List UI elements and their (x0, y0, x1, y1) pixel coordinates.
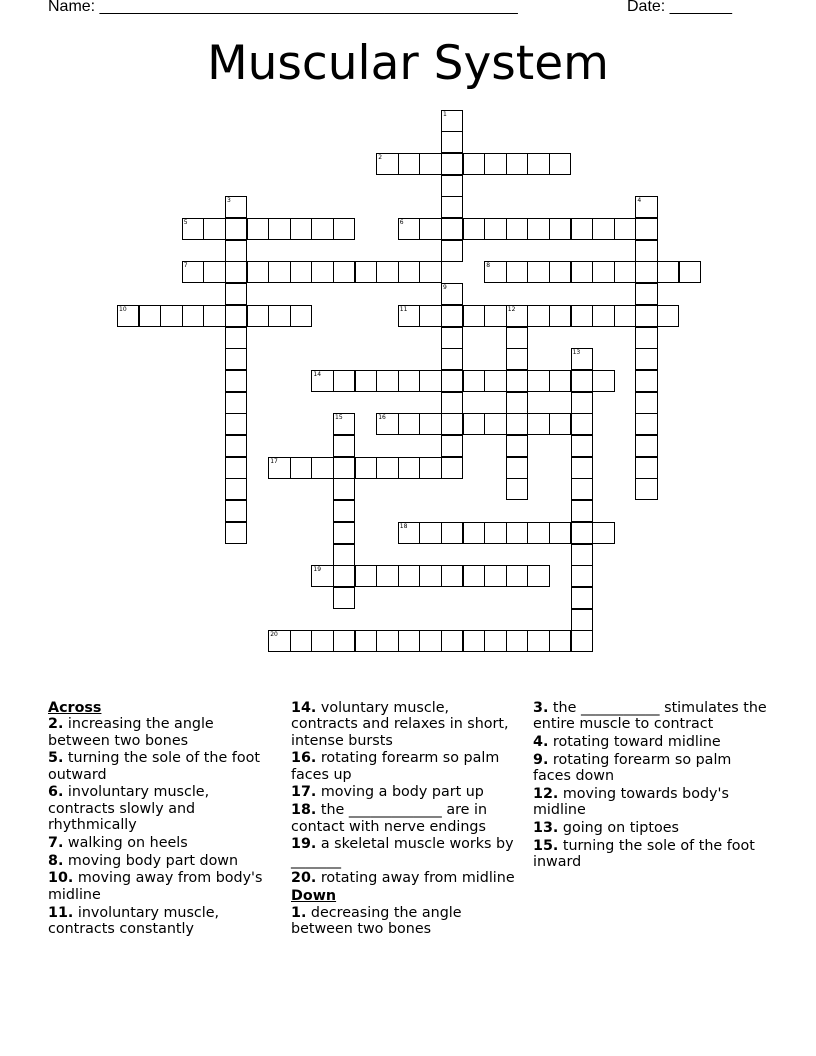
crossword-cell[interactable] (333, 500, 355, 522)
clue-number: 8 (486, 262, 491, 270)
crossword-cell[interactable] (441, 175, 463, 197)
crossword-cell[interactable] (290, 457, 312, 479)
crossword-cell[interactable] (225, 457, 247, 479)
crossword-cell[interactable] (419, 305, 441, 327)
crossword-cell[interactable] (225, 327, 247, 349)
crossword-cell[interactable] (484, 630, 506, 652)
crossword-cell[interactable] (441, 218, 463, 240)
clue-across: 17. moving a body part up (291, 784, 484, 801)
crossword-cell[interactable] (592, 522, 614, 544)
crossword-cell[interactable] (139, 305, 161, 327)
crossword-cell[interactable] (247, 305, 269, 327)
crossword-cell[interactable] (247, 261, 269, 283)
crossword-cell[interactable] (398, 261, 420, 283)
clue-across: 18. the _____________ are in contact with nerve endings (291, 802, 488, 835)
crossword-cell[interactable] (506, 630, 528, 652)
date-label: Date: _______ (627, 0, 732, 15)
crossword-cell[interactable] (506, 435, 528, 457)
clue-number: 12 (507, 305, 516, 313)
crossword-cell[interactable] (333, 478, 355, 500)
clue-across: 14. voluntary muscle, contracts and relaxes in short, intense bursts (291, 700, 509, 749)
crossword-cell[interactable] (506, 478, 528, 500)
crossword-cell[interactable] (311, 370, 333, 392)
crossword-cell[interactable] (441, 413, 463, 435)
crossword-cell[interactable] (527, 370, 549, 392)
crossword-cell[interactable] (441, 565, 463, 587)
crossword-cell[interactable] (571, 457, 593, 479)
crossword-cell[interactable] (506, 261, 528, 283)
crossword-cell[interactable] (376, 457, 398, 479)
crossword-cell[interactable] (290, 218, 312, 240)
crossword-cell[interactable] (419, 153, 441, 175)
crossword-cell[interactable] (441, 370, 463, 392)
crossword-cell[interactable] (441, 240, 463, 262)
clue-across: 8. moving body part down (48, 852, 239, 869)
clue-number: 1 (443, 110, 447, 118)
crossword-cell[interactable] (635, 392, 657, 414)
crossword-cell[interactable] (441, 630, 463, 652)
crossword-cell[interactable] (376, 370, 398, 392)
crossword-cell[interactable] (225, 522, 247, 544)
crossword-cell[interactable] (203, 305, 225, 327)
crossword-cell[interactable] (614, 305, 636, 327)
crossword-cell[interactable] (419, 218, 441, 240)
crossword-cell[interactable] (571, 261, 593, 283)
crossword-cell[interactable] (355, 630, 377, 652)
crossword-cell[interactable] (268, 218, 290, 240)
crossword-cell[interactable] (247, 218, 269, 240)
crossword-cell[interactable] (635, 413, 657, 435)
crossword-cell[interactable] (635, 457, 657, 479)
crossword-cell[interactable] (527, 413, 549, 435)
crossword-cell[interactable] (441, 348, 463, 370)
crossword-cell[interactable] (311, 457, 333, 479)
crossword-cell[interactable] (398, 218, 420, 240)
clue-number: 16 (378, 414, 386, 422)
crossword-cell[interactable] (333, 261, 355, 283)
crossword-cell[interactable] (635, 348, 657, 370)
crossword-cell[interactable] (225, 370, 247, 392)
crossword-cell[interactable] (117, 305, 139, 327)
crossword-cell[interactable] (441, 283, 463, 305)
crossword-cell[interactable] (463, 218, 485, 240)
crossword-cell[interactable] (635, 370, 657, 392)
crossword-cell[interactable] (484, 370, 506, 392)
crossword-cell[interactable] (376, 565, 398, 587)
crossword-cell[interactable] (571, 370, 593, 392)
clue-down: 13. going on tiptoes (533, 820, 679, 837)
crossword-cell[interactable] (635, 435, 657, 457)
crossword-cell[interactable] (203, 261, 225, 283)
crossword-cell[interactable] (506, 392, 528, 414)
crossword-cell[interactable] (571, 413, 593, 435)
crossword-cell[interactable] (419, 457, 441, 479)
crossword-cell[interactable] (398, 305, 420, 327)
crossword-cell[interactable] (549, 305, 571, 327)
clue-across: 16. rotating forearm so palm faces up (291, 750, 500, 783)
crossword-cell[interactable] (333, 457, 355, 479)
crossword-cell[interactable] (635, 327, 657, 349)
page-title: Muscular System (207, 36, 609, 91)
crossword-cell[interactable] (571, 522, 593, 544)
crossword-cell[interactable] (290, 305, 312, 327)
crossword-cell[interactable] (527, 153, 549, 175)
crossword-cell[interactable] (419, 630, 441, 652)
crossword-cell[interactable] (333, 587, 355, 609)
clue-across: 7. walking on heels (48, 834, 188, 851)
name-label: Name: _______________________________________________ (48, 0, 518, 15)
crossword-cell[interactable] (635, 478, 657, 500)
clue-number: 5 (183, 219, 188, 226)
crossword-cell[interactable] (463, 153, 485, 175)
crossword-cell[interactable] (225, 413, 247, 435)
crossword-cell[interactable] (419, 413, 441, 435)
crossword-cell[interactable] (635, 283, 657, 305)
clue-number: 11 (399, 305, 408, 313)
clue-number: 13 (572, 349, 581, 357)
clue-across: 5. turning the sole of the foot outward (48, 750, 260, 783)
crossword-cell[interactable] (571, 348, 593, 370)
crossword-cell[interactable] (376, 261, 398, 283)
crossword-cell[interactable] (506, 370, 528, 392)
crossword-cell[interactable] (571, 392, 593, 414)
crossword-cell[interactable] (463, 522, 485, 544)
clue-across: 19. a skeletal muscle works by _______ (291, 836, 514, 869)
crossword-cell[interactable] (268, 305, 290, 327)
crossword-cell[interactable] (333, 370, 355, 392)
crossword-cell[interactable] (419, 565, 441, 587)
crossword-cell[interactable] (355, 261, 377, 283)
crossword-cell[interactable] (527, 630, 549, 652)
crossword-cell[interactable] (333, 413, 355, 435)
across-heading: Across (48, 700, 102, 716)
crossword-cell[interactable] (635, 305, 657, 327)
crossword-cell[interactable] (268, 457, 290, 479)
crossword-cell[interactable] (527, 305, 549, 327)
crossword-cell[interactable] (311, 565, 333, 587)
crossword-cell[interactable] (333, 522, 355, 544)
clue-across: 20. rotating away from midline (291, 870, 515, 887)
clue-across: 6. involuntary muscle, contracts slowly and rhythmically (48, 784, 210, 834)
crossword-cell[interactable] (160, 305, 182, 327)
crossword-cell[interactable] (441, 305, 463, 327)
crossword-cell[interactable] (290, 261, 312, 283)
clue-number: 2 (378, 153, 383, 161)
clue-number: 7 (183, 262, 188, 270)
crossword-cell[interactable] (506, 348, 528, 370)
crossword-cell[interactable] (463, 413, 485, 435)
clue-down: 12. moving towards body's midline (533, 785, 729, 819)
crossword-cell[interactable] (657, 305, 679, 327)
crossword-cell[interactable] (225, 435, 247, 457)
crossword-cell[interactable] (592, 305, 614, 327)
crossword-cell[interactable] (376, 413, 398, 435)
crossword-cell[interactable] (463, 630, 485, 652)
clue-number: 9 (443, 284, 447, 292)
clue-number: 19 (313, 566, 322, 574)
crossword-cell[interactable] (203, 218, 225, 240)
clue-down: 1. decreasing the angle between two bones (291, 904, 462, 937)
crossword-cell[interactable] (549, 522, 571, 544)
clue-column-1 (48, 700, 273, 939)
crossword-cell[interactable] (484, 565, 506, 587)
crossword-cell[interactable] (463, 305, 485, 327)
clue-number: 18 (399, 522, 408, 530)
crossword-cell[interactable] (484, 305, 506, 327)
crossword-cell[interactable] (182, 261, 204, 283)
crossword-cell[interactable] (333, 435, 355, 457)
crossword-cell[interactable] (419, 522, 441, 544)
crossword-cell[interactable] (182, 218, 204, 240)
crossword-cell[interactable] (571, 500, 593, 522)
crossword-cell[interactable] (311, 630, 333, 652)
crossword-cell[interactable] (398, 153, 420, 175)
crossword-cell[interactable] (592, 370, 614, 392)
clue-number: 15 (335, 414, 343, 422)
crossword-cell[interactable] (506, 305, 528, 327)
clue-number: 20 (270, 631, 278, 639)
crossword-cell[interactable] (571, 609, 593, 631)
crossword-cell[interactable] (484, 261, 506, 283)
crossword-cell[interactable] (398, 565, 420, 587)
clue-across: 10. moving away from body's midline (48, 870, 263, 903)
crossword-cell[interactable] (614, 218, 636, 240)
crossword-cell[interactable] (225, 392, 247, 414)
crossword-cell[interactable] (506, 218, 528, 240)
crossword-cell[interactable] (441, 522, 463, 544)
crossword-cell[interactable] (614, 261, 636, 283)
crossword-cell[interactable] (398, 413, 420, 435)
crossword-cell[interactable] (355, 457, 377, 479)
clue-number: 10 (119, 305, 127, 313)
crossword-cell[interactable] (376, 153, 398, 175)
crossword-cell[interactable] (225, 500, 247, 522)
crossword-cell[interactable] (182, 305, 204, 327)
crossword-cell[interactable] (592, 261, 614, 283)
crossword-cell[interactable] (484, 153, 506, 175)
crossword-cell[interactable] (225, 261, 247, 283)
crossword-cell[interactable] (506, 327, 528, 349)
crossword-cell[interactable] (549, 413, 571, 435)
crossword-cell[interactable] (441, 110, 463, 132)
crossword-cell[interactable] (506, 153, 528, 175)
crossword-cell[interactable] (571, 478, 593, 500)
clue-number: 4 (637, 197, 642, 205)
crossword-cell[interactable] (225, 283, 247, 305)
crossword-cell[interactable] (441, 392, 463, 414)
crossword-cell[interactable] (549, 261, 571, 283)
crossword-cell[interactable] (571, 305, 593, 327)
crossword-cell[interactable] (635, 196, 657, 218)
crossword-cell[interactable] (506, 522, 528, 544)
crossword-cell[interactable] (441, 457, 463, 479)
crossword-cell[interactable] (571, 544, 593, 566)
crossword-cell[interactable] (592, 218, 614, 240)
crossword-cell[interactable] (506, 565, 528, 587)
clue-down: 4. rotating toward midline (533, 734, 721, 751)
crossword-cell[interactable] (635, 218, 657, 240)
crossword-cell[interactable] (419, 261, 441, 283)
crossword-cell[interactable] (333, 544, 355, 566)
crossword-cell[interactable] (419, 370, 441, 392)
crossword-cell[interactable] (527, 522, 549, 544)
crossword-cell[interactable] (225, 240, 247, 262)
crossword-cell[interactable] (225, 218, 247, 240)
crossword-cell[interactable] (484, 218, 506, 240)
crossword-cell[interactable] (268, 261, 290, 283)
clue-number: 14 (313, 370, 322, 378)
crossword-cell[interactable] (463, 565, 485, 587)
crossword-cell[interactable] (635, 261, 657, 283)
crossword-cell[interactable] (441, 153, 463, 175)
down-heading: Down (291, 888, 337, 905)
crossword-cell[interactable] (571, 435, 593, 457)
crossword-cell[interactable] (398, 630, 420, 652)
crossword-cell[interactable] (333, 630, 355, 652)
crossword-cell[interactable] (571, 218, 593, 240)
crossword-cell[interactable] (355, 565, 377, 587)
clue-down: 3. the ___________ stimulates the entire muscle to contract (533, 700, 767, 733)
crossword-cell[interactable] (549, 218, 571, 240)
crossword-cell[interactable] (549, 153, 571, 175)
crossword-cell[interactable] (657, 261, 679, 283)
crossword-cell[interactable] (311, 218, 333, 240)
clue-across: 2. increasing the angle between two bones (48, 716, 214, 749)
crossword-cell[interactable] (484, 522, 506, 544)
crossword-cell[interactable] (290, 630, 312, 652)
crossword-cell[interactable] (225, 196, 247, 218)
clue-across: 11. involuntary muscle, contracts constantly (48, 904, 220, 937)
crossword-cell[interactable] (527, 218, 549, 240)
clue-number: 3 (227, 197, 231, 205)
crossword-cell[interactable] (376, 630, 398, 652)
crossword-cell[interactable] (441, 131, 463, 153)
crossword-cell[interactable] (506, 457, 528, 479)
clue-down: 9. rotating forearm so palm faces down (533, 751, 732, 785)
crossword-cell[interactable] (355, 370, 377, 392)
crossword-cell[interactable] (635, 240, 657, 262)
crossword-cell[interactable] (225, 478, 247, 500)
crossword-cell[interactable] (571, 630, 593, 652)
crossword-cell[interactable] (571, 587, 593, 609)
crossword-cell[interactable] (506, 413, 528, 435)
crossword-cell[interactable] (441, 196, 463, 218)
clue-number: 6 (399, 219, 404, 226)
crossword-cell[interactable] (398, 370, 420, 392)
clue-column-2 (291, 700, 519, 939)
clue-number: 17 (270, 457, 278, 465)
crossword-cell[interactable] (527, 261, 549, 283)
crossword-cell[interactable] (484, 413, 506, 435)
crossword-cell[interactable] (333, 565, 355, 587)
crossword-cell[interactable] (549, 370, 571, 392)
crossword-cell[interactable] (398, 457, 420, 479)
crossword-cell[interactable] (679, 261, 701, 283)
crossword-cell[interactable] (441, 327, 463, 349)
crossword-cell[interactable] (225, 305, 247, 327)
crossword-cell[interactable] (463, 370, 485, 392)
crossword-cell[interactable] (398, 522, 420, 544)
crossword-cell[interactable] (268, 630, 290, 652)
crossword-cell[interactable] (333, 218, 355, 240)
crossword-cell[interactable] (441, 435, 463, 457)
crossword-cell[interactable] (311, 261, 333, 283)
crossword-cell[interactable] (549, 630, 571, 652)
clue-down: 15. turning the sole of the foot inward (533, 837, 755, 871)
crossword-cell[interactable] (225, 348, 247, 370)
crossword-cell[interactable] (527, 565, 549, 587)
clue-column-3 (533, 700, 768, 872)
crossword-cell[interactable] (571, 565, 593, 587)
